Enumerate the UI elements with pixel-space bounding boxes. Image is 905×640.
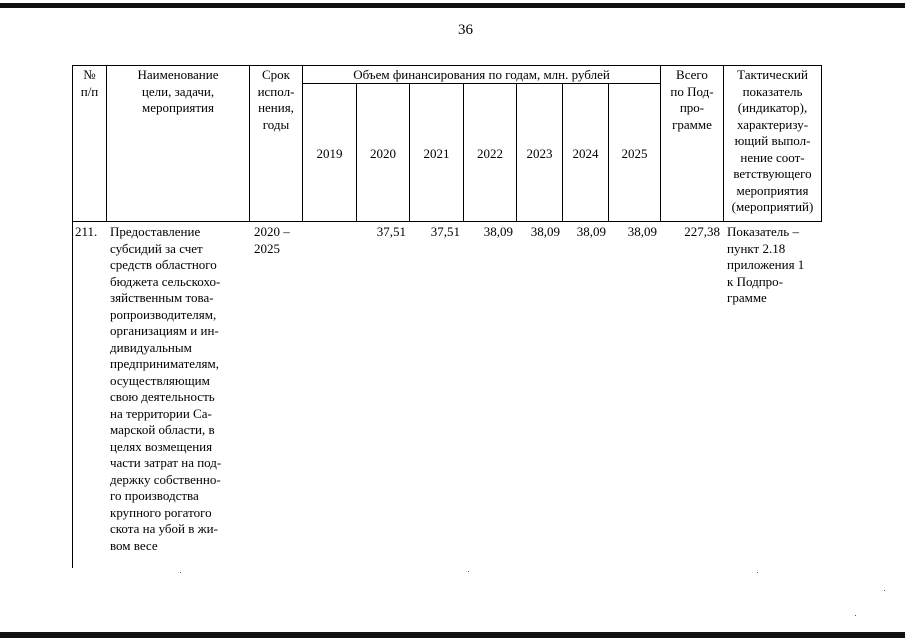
row-value-2023: 38,09 bbox=[530, 224, 560, 239]
year-2020: 2020 bbox=[370, 146, 396, 161]
scan-speck bbox=[855, 615, 856, 616]
table-left-border bbox=[72, 65, 73, 568]
year-2025: 2025 bbox=[621, 146, 648, 161]
header-funding-title: Объем финансирования по годам, млн. рублей bbox=[353, 67, 610, 82]
year-2023: 2023 bbox=[526, 146, 553, 161]
row-number: 211. bbox=[75, 224, 98, 239]
header-bottom-border bbox=[72, 221, 822, 222]
col-divider bbox=[302, 65, 303, 221]
row-indicator: Показатель – пункт 2.18 приложения 1 к Подпро- грамме bbox=[727, 224, 805, 305]
year-2024: 2024 bbox=[572, 146, 599, 161]
header-term: Срок испол- нения, годы bbox=[257, 67, 295, 132]
header-indicator: Тактический показатель (индикатор), характеризу- ющий выпол- нение соот- ветствующего мероприятия (мероприятий) bbox=[731, 67, 814, 214]
row-total: 227,38 bbox=[684, 224, 720, 239]
row-value-2021: 37,51 bbox=[430, 224, 460, 239]
header-name: Наименование цели, задачи, мероприятия bbox=[137, 67, 219, 115]
top-rule bbox=[0, 3, 905, 8]
table-top-border bbox=[72, 65, 822, 66]
row-value-2025: 38,09 bbox=[627, 224, 657, 239]
year-2022: 2022 bbox=[477, 146, 503, 161]
row-value-2020: 37,51 bbox=[376, 224, 406, 239]
bottom-rule bbox=[0, 632, 905, 638]
header-total: Всего по Под- про- грамме bbox=[670, 67, 714, 132]
row-value-2022: 38,09 bbox=[483, 224, 513, 239]
year-2021: 2021 bbox=[423, 146, 450, 161]
table-right-border bbox=[821, 65, 822, 221]
row-value-2024: 38,09 bbox=[576, 224, 606, 239]
scan-speck bbox=[180, 572, 181, 573]
scan-speck bbox=[884, 590, 885, 591]
year-2019: 2019 bbox=[316, 146, 343, 161]
row-term: 2020 – 2025 bbox=[254, 224, 290, 256]
scan-speck bbox=[757, 572, 758, 573]
page-number: 36 bbox=[458, 22, 473, 38]
header-number: № п/п bbox=[80, 67, 99, 99]
scan-speck bbox=[468, 571, 469, 572]
row-name: Предоставление субсидий за счет средств областного бюджета сельскохо- зяйственным това- ропроизводителям, организациям и ин- дивидуальным предпринимателям, осуществляющим свою деятельность на территории Са- марской области, в целях возмещения части затрат на под- держку собственно- го производства крупного рогатого скота на убой в жи- вом весе bbox=[110, 224, 222, 553]
